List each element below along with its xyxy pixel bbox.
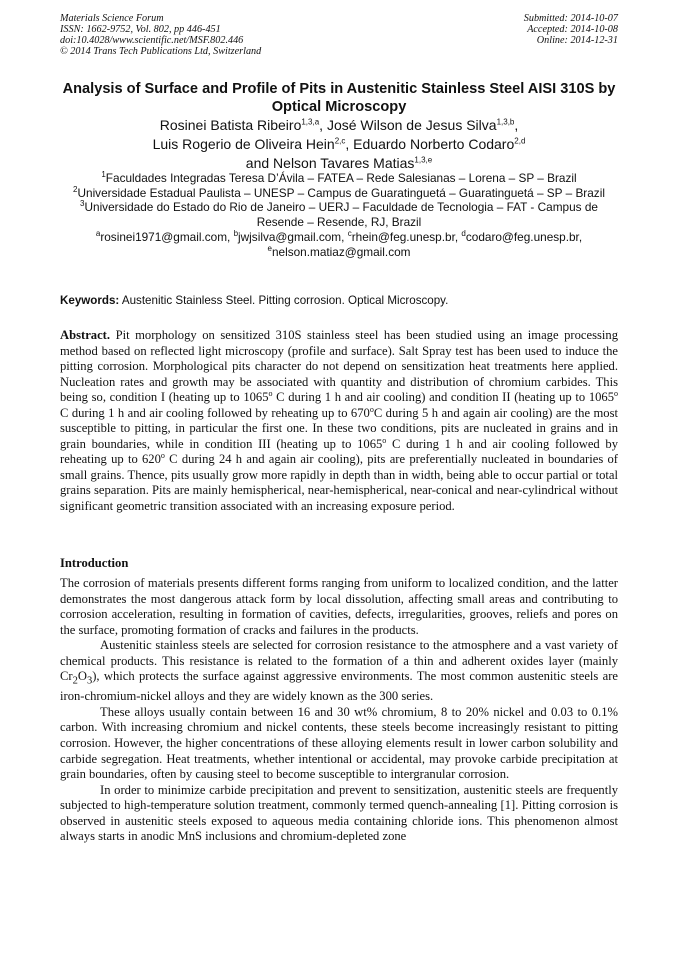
email-superscript: a xyxy=(95,228,101,238)
author-name: José Wilson de Jesus Silva xyxy=(326,117,497,133)
email-address: nelson.matiaz@gmail.com xyxy=(271,244,411,259)
degree-superscript: o xyxy=(614,389,619,398)
chemical-subscript: 2 xyxy=(72,675,78,687)
abstract-label: Abstract. xyxy=(60,328,111,342)
abstract-paragraph: Abstract. Pit morphology on sensitized 310S stainless steel has been studied using an image processing method based on reflected light microscopy (profile and surface). Salt Spray test has been used to induce the pitting corrosion. Morphological pits character do not depend on sensitization heat treatments here applied. Nucleation rates and growth may be associated with quantity and distribution of chromium carbides. This being so, condition I (heating up to 1065$^o$ C during 1 h and air cooling) and condition II (heating up to 1065$^o$ C during 1 h and air cooling followed by reheating up to 670$^o$C during 5 h and again air cooling) are the most susceptible to pitting, in particular the first one. In these two conditions, pits are nucleated in grains and in grain boundaries, while in condition III (heating up to 1065$^o$ C during 1 h and air cooling followed by reheating up to 620$^o$ C during 24 h and again air cooling), pits are preferentially nucleated in boundaries of small grains. Thence, pits usually grow more rapidly in depth than in width, being able to occur partial or total grains separation. Pits are mainly hemispherical, near-hemispherical, near-conical and near-cylindrical without significant geometric transition associated with an increasing exposure period. xyxy=(60,328,619,514)
affiliation-1: $^1$Faculdades Integradas Teresa D’Ávila – FATEA – Rede Salesianas – Lorena – SP – Brazil xyxy=(101,170,577,185)
degree-superscript: o xyxy=(268,389,273,398)
author-superscript: 1,3,e xyxy=(414,155,433,165)
keywords-text: Austenitic Stainless Steel. Pitting corrosion. Optical Microscopy. xyxy=(119,294,449,307)
author-separator: , xyxy=(514,117,519,133)
chemical-subscript: 3 xyxy=(86,675,93,687)
email-address: rhein@feg.unesp.br, xyxy=(351,229,462,244)
introduction-heading: Introduction xyxy=(60,556,129,570)
author-superscript: 1,3,b xyxy=(496,117,515,127)
email-address: codaro@feg.unesp.br, xyxy=(465,229,583,244)
author-superscript: 2,d xyxy=(514,136,526,146)
author-separator: , xyxy=(319,117,327,133)
copyright-line: © 2014 Trans Tech Publications Ltd, Switzerland xyxy=(60,45,262,57)
email-address: rosinei1971@gmail.com, xyxy=(100,229,234,244)
issn-line: ISSN: 1662-9752, Vol. 802, pp 446-451 xyxy=(60,23,221,35)
intro-paragraph-3: These alloys usually contain between 16 and 30 wt% chromium, 8 to 20% nickel and 0.03 to 0.1% carbon. With increasing chromium and nickel contents, these steels become increasingly resistant to pitting corrosion. However, the higher concentrations of these alloying elements result in lower carbon solubility and carbide segregation. Heat treatments, whether intentional or accidental, may provoke carbide precipitation at grain boundaries, often by causing steel to become susceptible to intergranular corrosion. xyxy=(60,704,618,782)
intro-paragraph-1: The corrosion of materials presents different forms ranging from uniform to localized condition, and the latter demonstrates the most dangerous attack form by local dissolution, affecting small areas and contributing to corrosion acceleration, resulting in formation of cavities, defects, irregularities, grooves, reliefs and pores on the surface, promoting formation of cracks and failures in the products. xyxy=(60,576,618,637)
email-address: jwjsilva@gmail.com, xyxy=(238,229,348,244)
email-superscript: e xyxy=(267,243,272,253)
journal-info xyxy=(60,14,261,58)
author-name: Rosinei Batista Ribeiro xyxy=(159,117,302,133)
intro-paragraph-4: In order to minimize carbide precipitation and prevent to sensitization, austenitic steels are frequently subjected to high-temperature solution treatment, commonly termed quench-annealing [1]. Pitting corrosion is observed in austenitic steels exposed to aqueous media containing chloride ions. This phenomenon almost always starts in anodic MnS inclusions and chromium-depleted zone xyxy=(60,782,618,844)
keywords-label: Keywords: xyxy=(60,294,120,307)
author-superscript: 2,c xyxy=(334,136,346,146)
accepted-date: Accepted: 2014-10-08 xyxy=(527,23,618,35)
author-name: Eduardo Norberto Codaro xyxy=(353,136,515,152)
email-superscript: b xyxy=(233,228,239,238)
email-superscript: c xyxy=(347,228,352,238)
author-list xyxy=(60,116,618,173)
author-superscript: 1,3,a xyxy=(301,117,320,127)
intro-paragraph-2: Austenitic stainless steels are selected for corrosion resistance to the atmosphere and a vast variety of chemical products. This resistance is related to the formation of a thin and adherent oxides layer (mainly $Cr_2O_3$), which protects the surface against aggressive environments. The most common austenitic steels are iron-chromium-nickel alloys and they are widely known as the 300 series. xyxy=(60,638,618,704)
degree-superscript: o xyxy=(382,435,387,445)
online-date: Online: 2014-12-31 xyxy=(536,34,618,46)
affiliation-3: $^3$Universidade do Estado do Rio de Janeiro – UERJ – Faculdade de Tecnologia – FAT - Campus de Resende – Resende, RJ, Brazil xyxy=(80,199,598,230)
keywords-line xyxy=(60,294,618,308)
doi-line: doi:10.4028/www.scientific.net/MSF.802.446 xyxy=(60,34,244,46)
author-name: Luis Rogerio de Oliveira Hein xyxy=(152,136,335,152)
degree-superscript: o xyxy=(369,404,374,414)
paper-title: Analysis of Surface and Profile of Pits in Austenitic Stainless Steel AISI 310S by Optical Microscopy xyxy=(62,81,616,115)
submitted-date: Submitted: 2014-10-07 xyxy=(523,13,618,24)
affiliations xyxy=(60,171,618,259)
author-separator: , xyxy=(345,136,354,152)
publication-dates xyxy=(524,14,618,47)
affiliation-2: $^2$Universidade Estadual Paulista – UNESP – Campus de Guaratinguetá – Guaratinguetá – SP – Brazil xyxy=(73,184,605,200)
author-name: and Nelson Tavares Matias xyxy=(245,155,415,171)
introduction-body xyxy=(60,576,618,845)
email-list xyxy=(60,230,618,259)
email-superscript: d xyxy=(461,228,466,238)
journal-name: Materials Science Forum xyxy=(60,13,164,24)
degree-superscript: o xyxy=(160,451,165,461)
